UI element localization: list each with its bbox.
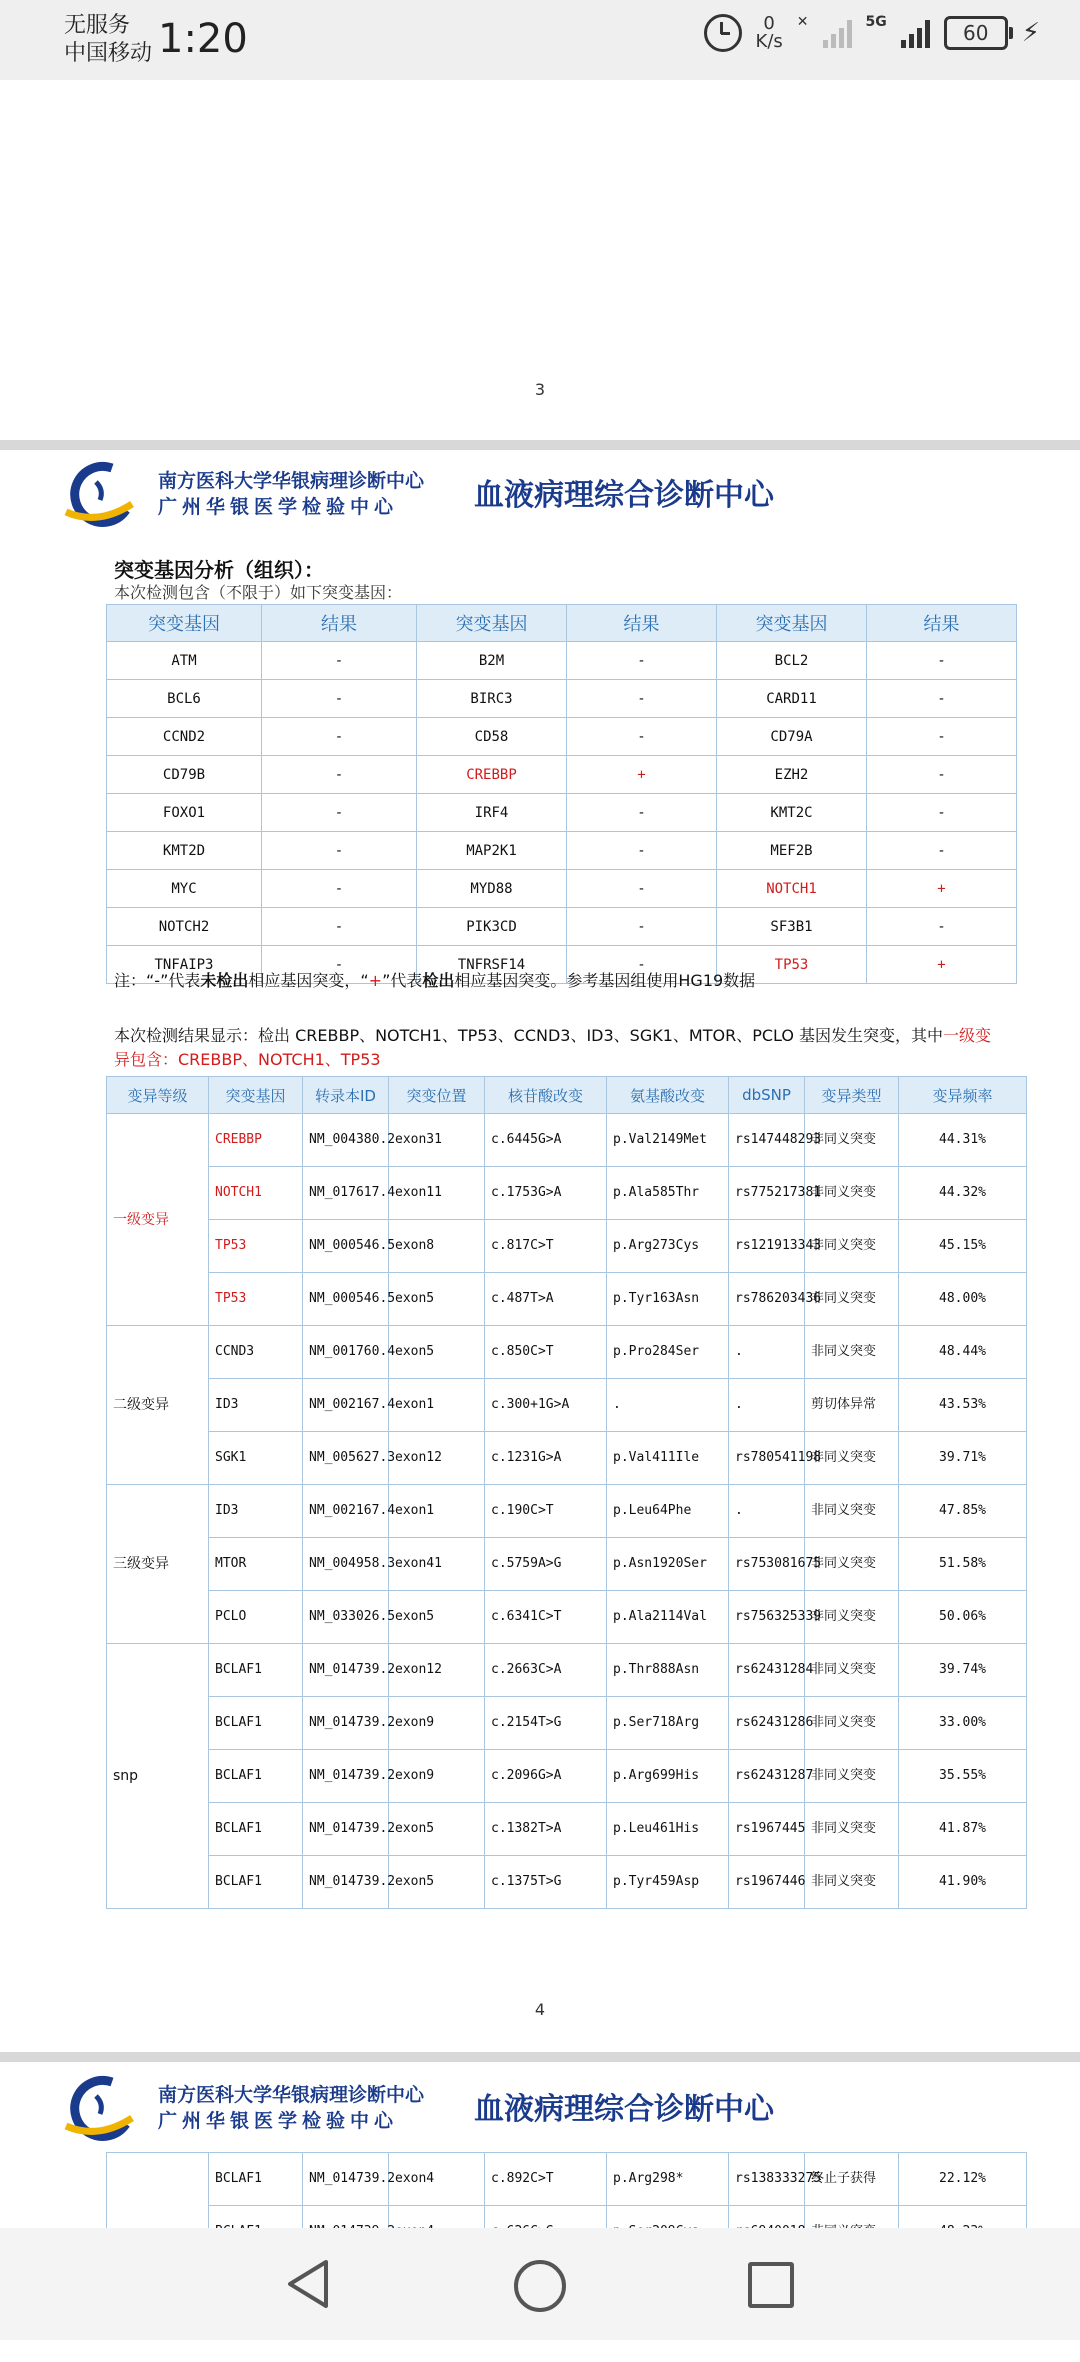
variant-type-cell: 终止子获得 xyxy=(805,2153,899,2206)
variant-tx-cell: NM_014739.2 xyxy=(303,1697,389,1750)
variant-prot-cell: p.Ala2114Val xyxy=(607,1591,729,1644)
variant-prot-cell: p.Ala585Thr xyxy=(607,1167,729,1220)
variant-exon-cell: exon31 xyxy=(389,1114,485,1167)
variant-freq-cell: 41.87% xyxy=(899,1803,1027,1856)
gene-result-cell: - xyxy=(567,794,717,832)
variant-level-cell: 二级变异 xyxy=(107,1326,209,1485)
variant-cdna-cell: c.892C>T xyxy=(485,2153,607,2206)
variant-snp-cell: rs786203436 xyxy=(729,1273,805,1326)
table-row xyxy=(107,832,1017,870)
gene-result-cell: - xyxy=(262,680,417,718)
variant-gene-cell: TP53 xyxy=(209,1220,303,1273)
variant-cdna-cell: c.2096G>A xyxy=(485,1750,607,1803)
variant-type-cell: 非同义突变 xyxy=(805,1697,899,1750)
report-header xyxy=(60,460,860,530)
gene-name-cell: NOTCH1 xyxy=(717,870,867,908)
speed-unit: K/s xyxy=(755,31,783,52)
variant-level-cell: 一级变异 xyxy=(107,1114,209,1326)
table-row xyxy=(107,1697,1027,1750)
variant-table-header: 变异等级 xyxy=(107,1077,209,1114)
variant-gene-cell: TP53 xyxy=(209,1273,303,1326)
variant-freq-cell: 51.58% xyxy=(899,1538,1027,1591)
gene-name-cell: SF3B1 xyxy=(717,908,867,946)
gene-name-cell: ATM xyxy=(107,642,262,680)
variant-cdna-cell: c.487T>A xyxy=(485,1273,607,1326)
gene-result-cell: - xyxy=(262,870,417,908)
variant-gene-cell: SGK1 xyxy=(209,1432,303,1485)
home-icon[interactable] xyxy=(514,2260,566,2312)
gene-name-cell: CREBBP xyxy=(417,756,567,794)
variant-type-cell: 非同义突变 xyxy=(805,1803,899,1856)
status-icons xyxy=(704,14,1040,52)
variant-cdna-cell: c.300+1G>A xyxy=(485,1379,607,1432)
gene-name-cell: CD79A xyxy=(717,718,867,756)
variant-type-cell: 非同义突变 xyxy=(805,1432,899,1485)
variant-tx-cell: NM_004958.3 xyxy=(303,1538,389,1591)
gene-section-subtitle: 本次检测包含（不限于）如下突变基因： xyxy=(114,583,403,602)
gene-result-cell: - xyxy=(567,718,717,756)
gene-name-cell: KMT2C xyxy=(717,794,867,832)
variant-tx-cell: NM_002167.4 xyxy=(303,1379,389,1432)
gene-name-cell: CCND2 xyxy=(107,718,262,756)
variant-gene-cell: BCLAF1 xyxy=(209,2153,303,2206)
table-row xyxy=(107,756,1017,794)
variant-freq-cell: 48.00% xyxy=(899,1273,1027,1326)
gene-name-cell: EZH2 xyxy=(717,756,867,794)
gene-name-cell: TNFAIP3 xyxy=(107,946,262,984)
gene-name-cell: CD79B xyxy=(107,756,262,794)
variant-freq-cell: 50.06% xyxy=(899,1591,1027,1644)
variant-snp-cell: rs1967446 xyxy=(729,1856,805,1909)
summary-text: 本次检测结果显示：检出 CREBBP、NOTCH1、TP53、CCND3、ID3、SGK1、MTOR、PCLO 基因发生突变，其中 xyxy=(114,1026,944,1045)
gene-result-cell: + xyxy=(567,756,717,794)
gene-table-header: 结果 xyxy=(262,605,417,642)
variant-exon-cell: exon8 xyxy=(389,1220,485,1273)
variant-prot-cell: p.Ser718Arg xyxy=(607,1697,729,1750)
variant-exon-cell: exon12 xyxy=(389,1432,485,1485)
variant-exon-cell: exon5 xyxy=(389,1803,485,1856)
variant-cdna-cell: c.850C>T xyxy=(485,1326,607,1379)
variant-snp-cell: . xyxy=(729,1485,805,1538)
variant-prot-cell: p.Tyr459Asp xyxy=(607,1856,729,1909)
variant-exon-cell: exon9 xyxy=(389,1697,485,1750)
gene-result-cell: - xyxy=(262,642,417,680)
variant-table xyxy=(106,1076,1027,1909)
variant-freq-cell: 44.31% xyxy=(899,1114,1027,1167)
variant-gene-cell: BCLAF1 xyxy=(209,1697,303,1750)
variant-exon-cell: exon9 xyxy=(389,1750,485,1803)
center-title: 血液病理综合诊断中心 xyxy=(474,478,774,513)
variant-table-header: 氨基酸改变 xyxy=(607,1077,729,1114)
table-row xyxy=(107,1167,1027,1220)
variant-snp-cell: rs780541198 xyxy=(729,1432,805,1485)
variant-snp-cell: . xyxy=(729,1326,805,1379)
gene-name-cell: MEF2B xyxy=(717,832,867,870)
gene-result-cell: + xyxy=(867,946,1017,984)
variant-freq-cell: 33.00% xyxy=(899,1697,1027,1750)
variant-table-header: 突变位置 xyxy=(389,1077,485,1114)
table-row xyxy=(107,680,1017,718)
note-negative: 未检出 xyxy=(200,971,249,990)
gene-name-cell: CARD11 xyxy=(717,680,867,718)
institution-name-2: 广州华银医学检验中心 xyxy=(158,496,399,518)
variant-cdna-cell: c.6341C>T xyxy=(485,1591,607,1644)
network-speed xyxy=(756,15,783,51)
gene-result-cell: - xyxy=(567,680,717,718)
gene-name-cell: TP53 xyxy=(717,946,867,984)
battery-icon: 60 xyxy=(944,16,1008,50)
variant-freq-cell: 48.44% xyxy=(899,1326,1027,1379)
variant-prot-cell: p.Arg298* xyxy=(607,2153,729,2206)
note-plus: + xyxy=(368,971,383,990)
variant-freq-cell: 45.15% xyxy=(899,1220,1027,1273)
table-row xyxy=(107,1485,1027,1538)
page-3 xyxy=(0,80,1080,440)
alarm-icon xyxy=(704,14,742,52)
variant-snp-cell: rs138333275 xyxy=(729,2153,805,2206)
page-number-4: 4 xyxy=(534,2000,546,2019)
variant-gene-cell: CREBBP xyxy=(209,1114,303,1167)
variant-freq-cell: 39.71% xyxy=(899,1432,1027,1485)
variant-freq-cell: 47.85% xyxy=(899,1485,1027,1538)
variant-prot-cell: . xyxy=(607,1379,729,1432)
variant-cdna-cell: c.6445G>A xyxy=(485,1114,607,1167)
variant-type-cell: 非同义突变 xyxy=(805,1273,899,1326)
variant-cdna-cell: c.5759A>G xyxy=(485,1538,607,1591)
gene-name-cell: MAP2K1 xyxy=(417,832,567,870)
variant-gene-cell: NOTCH1 xyxy=(209,1167,303,1220)
gene-name-cell: BIRC3 xyxy=(417,680,567,718)
variant-type-cell: 非同义突变 xyxy=(805,1591,899,1644)
institution-name-1: 南方医科大学华银病理诊断中心 xyxy=(158,2084,425,2106)
gene-name-cell: TNFRSF14 xyxy=(417,946,567,984)
variant-prot-cell: p.Arg273Cys xyxy=(607,1220,729,1273)
variant-tx-cell: NM_014739.2 xyxy=(303,1750,389,1803)
gene-result-cell: - xyxy=(867,908,1017,946)
hospital-logo-icon xyxy=(60,2074,138,2144)
table-row xyxy=(107,1220,1027,1273)
variant-exon-cell: exon5 xyxy=(389,1856,485,1909)
variant-snp-cell: rs753081675 xyxy=(729,1538,805,1591)
variant-snp-cell: rs62431286 xyxy=(729,1697,805,1750)
gene-name-cell: B2M xyxy=(417,642,567,680)
variant-freq-cell: 22.12% xyxy=(899,2153,1027,2206)
document-viewer[interactable] xyxy=(0,80,1080,2228)
variant-prot-cell: p.Tyr163Asn xyxy=(607,1273,729,1326)
variant-prot-cell: p.Thr888Asn xyxy=(607,1644,729,1697)
gene-result-cell: - xyxy=(262,832,417,870)
variant-gene-cell: ID3 xyxy=(209,1379,303,1432)
variant-snp-cell: rs775217381 xyxy=(729,1167,805,1220)
variant-prot-cell: p.Asn1920Ser xyxy=(607,1538,729,1591)
variant-cdna-cell: c.2663C>A xyxy=(485,1644,607,1697)
gene-result-cell: - xyxy=(867,642,1017,680)
variant-cdna-cell: c.1231G>A xyxy=(485,1432,607,1485)
table-row xyxy=(107,1803,1027,1856)
back-icon[interactable] xyxy=(284,2258,332,2310)
signal-icon xyxy=(823,18,852,48)
table-row xyxy=(107,2153,1027,2206)
gene-result-cell: - xyxy=(262,756,417,794)
variant-gene-cell: MTOR xyxy=(209,1538,303,1591)
table-row xyxy=(107,642,1017,680)
table-row xyxy=(107,718,1017,756)
speed-value: 0 xyxy=(763,13,775,34)
variant-freq-cell: 35.55% xyxy=(899,1750,1027,1803)
gene-result-cell: - xyxy=(867,718,1017,756)
variant-tx-cell: NM_014739.2 xyxy=(303,1856,389,1909)
gene-result-cell: + xyxy=(867,870,1017,908)
variant-table-header: 变异频率 xyxy=(899,1077,1027,1114)
variant-cdna-cell: c.190C>T xyxy=(485,1485,607,1538)
gene-name-cell: NOTCH2 xyxy=(107,908,262,946)
note-suffix: 相应基因突变。参考基因组使用HG19数据 xyxy=(454,971,756,990)
variant-level-cell: snp xyxy=(107,1644,209,1909)
variant-cdna-cell: c.1375T>G xyxy=(485,1856,607,1909)
carrier-info xyxy=(64,12,152,68)
variant-snp-cell: rs756325339 xyxy=(729,1591,805,1644)
variant-type-cell: 非同义突变 xyxy=(805,1538,899,1591)
table-row xyxy=(107,794,1017,832)
carrier-line-2: 中国移动 xyxy=(64,41,153,66)
variant-type-cell: 非同义突变 xyxy=(805,1644,899,1697)
gene-name-cell: BCL2 xyxy=(717,642,867,680)
variant-type-cell: 剪切体异常 xyxy=(805,1379,899,1432)
hospital-logo-icon xyxy=(60,460,138,530)
status-bar xyxy=(0,0,1080,80)
table-row xyxy=(107,908,1017,946)
variant-freq-cell: 43.53% xyxy=(899,1379,1027,1432)
gene-result-cell: - xyxy=(867,794,1017,832)
gene-table-header: 结果 xyxy=(867,605,1017,642)
table-row xyxy=(107,1538,1027,1591)
variant-cdna-cell: c.817C>T xyxy=(485,1220,607,1273)
summary-level1: 一级变异包含：CREBBP、NOTCH1、TP53 xyxy=(114,1026,992,1069)
gene-result-cell: - xyxy=(867,680,1017,718)
gene-result-cell: - xyxy=(867,756,1017,794)
variant-gene-cell: BCLAF1 xyxy=(209,1856,303,1909)
center-title: 血液病理综合诊断中心 xyxy=(474,2092,774,2127)
gene-name-cell: MYD88 xyxy=(417,870,567,908)
page-number-3: 3 xyxy=(534,380,546,399)
table-row xyxy=(107,1326,1027,1379)
variant-tx-cell: NM_017617.4 xyxy=(303,1167,389,1220)
gene-name-cell: BCL6 xyxy=(107,680,262,718)
variant-tx-cell: NM_002167.4 xyxy=(303,1485,389,1538)
gene-table xyxy=(106,604,1017,984)
variant-exon-cell: exon1 xyxy=(389,1485,485,1538)
table-row xyxy=(107,1273,1027,1326)
variant-prot-cell: p.Val2149Met xyxy=(607,1114,729,1167)
table-row xyxy=(107,1379,1027,1432)
charging-icon: ⚡ xyxy=(1021,18,1040,48)
variant-table-header: 变异类型 xyxy=(805,1077,899,1114)
variant-type-cell: 非同义突变 xyxy=(805,1856,899,1909)
gene-name-cell: PIK3CD xyxy=(417,908,567,946)
clock: 1:20 xyxy=(158,16,248,62)
variant-gene-cell: BCLAF1 xyxy=(209,1750,303,1803)
variant-exon-cell: exon5 xyxy=(389,1591,485,1644)
gene-table-header: 结果 xyxy=(567,605,717,642)
table-row xyxy=(107,870,1017,908)
variant-tx-cell: NM_000546.5 xyxy=(303,1273,389,1326)
variant-gene-cell: CCND3 xyxy=(209,1326,303,1379)
note-mid2: ”代表 xyxy=(382,971,423,990)
variant-table-header: 突变基因 xyxy=(209,1077,303,1114)
gene-result-cell: - xyxy=(262,946,417,984)
note-mid: 相应基因突变，“ xyxy=(248,971,369,990)
variant-exon-cell: exon5 xyxy=(389,1273,485,1326)
variant-prot-cell: p.Leu64Phe xyxy=(607,1485,729,1538)
gene-table-header: 突变基因 xyxy=(107,605,262,642)
variant-exon-cell: exon41 xyxy=(389,1538,485,1591)
gene-result-cell: - xyxy=(567,946,717,984)
variant-table-header: dbSNP xyxy=(729,1077,805,1114)
variant-tx-cell: NM_000546.5 xyxy=(303,1220,389,1273)
carrier-line-1: 无服务 xyxy=(64,13,131,38)
variant-exon-cell: exon12 xyxy=(389,1644,485,1697)
variant-prot-cell: p.Pro284Ser xyxy=(607,1326,729,1379)
gene-name-cell: KMT2D xyxy=(107,832,262,870)
gene-result-cell: - xyxy=(567,908,717,946)
variant-type-cell: 非同义突变 xyxy=(805,1167,899,1220)
variant-cdna-cell: c.1753G>A xyxy=(485,1167,607,1220)
institution-name-1: 南方医科大学华银病理诊断中心 xyxy=(158,470,425,492)
table-row xyxy=(107,1644,1027,1697)
variant-type-cell: 非同义突变 xyxy=(805,1220,899,1273)
variant-tx-cell: NM_001760.4 xyxy=(303,1326,389,1379)
gene-table-header: 突变基因 xyxy=(417,605,567,642)
note-positive: 检出 xyxy=(422,971,455,990)
variant-type-cell: 非同义突变 xyxy=(805,1485,899,1538)
variant-tx-cell: NM_014739.2 xyxy=(303,1803,389,1856)
variant-freq-cell: 44.32% xyxy=(899,1167,1027,1220)
gene-name-cell: CD58 xyxy=(417,718,567,756)
variant-gene-cell: PCLO xyxy=(209,1591,303,1644)
gene-result-cell: - xyxy=(567,870,717,908)
legend-note xyxy=(114,968,755,991)
variant-exon-cell: exon1 xyxy=(389,1379,485,1432)
variant-gene-cell: BCLAF1 xyxy=(209,1644,303,1697)
note-prefix: 注：“-”代表 xyxy=(114,971,201,990)
signal-5g-label: 5G xyxy=(865,14,887,30)
variant-tx-cell: NM_014739.2 xyxy=(303,2153,389,2206)
variant-prot-cell: p.Arg699His xyxy=(607,1750,729,1803)
variant-type-cell: 非同义突变 xyxy=(805,1750,899,1803)
variant-snp-cell: rs121913343 xyxy=(729,1220,805,1273)
page-4 xyxy=(0,450,1080,2052)
gene-result-cell: - xyxy=(567,832,717,870)
no-service-icon: ✕ xyxy=(796,14,809,30)
variant-tx-cell: NM_014739.2 xyxy=(303,1644,389,1697)
variant-snp-cell: rs62431284 xyxy=(729,1644,805,1697)
variant-gene-cell: BCLAF1 xyxy=(209,1803,303,1856)
gene-result-cell: - xyxy=(567,642,717,680)
variant-level-cell: 三级变异 xyxy=(107,1485,209,1644)
recent-apps-icon[interactable] xyxy=(748,2262,794,2308)
gene-name-cell: FOXO1 xyxy=(107,794,262,832)
variant-tx-cell: NM_033026.5 xyxy=(303,1591,389,1644)
table-row xyxy=(107,1750,1027,1803)
variant-type-cell: 非同义突变 xyxy=(805,1114,899,1167)
table-row xyxy=(107,1432,1027,1485)
variant-snp-cell: . xyxy=(729,1379,805,1432)
variant-exon-cell: exon4 xyxy=(389,2153,485,2206)
report-header-2 xyxy=(60,2074,860,2144)
result-summary xyxy=(114,1024,1004,1072)
table-row xyxy=(107,1114,1027,1167)
gene-result-cell: - xyxy=(262,794,417,832)
gene-result-cell: - xyxy=(867,832,1017,870)
gene-result-cell: - xyxy=(262,718,417,756)
variant-snp-cell: rs62431287 xyxy=(729,1750,805,1803)
variant-table-header: 核苷酸改变 xyxy=(485,1077,607,1114)
navigation-bar xyxy=(0,2228,1080,2340)
institution-name-2: 广州华银医学检验中心 xyxy=(158,2110,399,2132)
variant-type-cell: 非同义突变 xyxy=(805,1326,899,1379)
variant-cdna-cell: c.1382T>A xyxy=(485,1803,607,1856)
variant-table-header: 转录本ID xyxy=(303,1077,389,1114)
variant-freq-cell: 41.90% xyxy=(899,1856,1027,1909)
variant-freq-cell: 39.74% xyxy=(899,1644,1027,1697)
variant-tx-cell: NM_004380.2 xyxy=(303,1114,389,1167)
variant-exon-cell: exon5 xyxy=(389,1326,485,1379)
gene-section-title: 突变基因分析（组织）： xyxy=(114,558,324,582)
table-row xyxy=(107,1591,1027,1644)
variant-tx-cell: NM_005627.3 xyxy=(303,1432,389,1485)
variant-gene-cell: ID3 xyxy=(209,1485,303,1538)
signal-5g-icon xyxy=(901,18,930,48)
variant-snp-cell: rs147448293 xyxy=(729,1114,805,1167)
variant-snp-cell: rs1967445 xyxy=(729,1803,805,1856)
variant-cdna-cell: c.2154T>G xyxy=(485,1697,607,1750)
gene-name-cell: IRF4 xyxy=(417,794,567,832)
gene-name-cell: MYC xyxy=(107,870,262,908)
table-row xyxy=(107,1856,1027,1909)
gene-result-cell: - xyxy=(262,908,417,946)
gene-table-header: 突变基因 xyxy=(717,605,867,642)
variant-prot-cell: p.Leu461His xyxy=(607,1803,729,1856)
variant-prot-cell: p.Val411Ile xyxy=(607,1432,729,1485)
variant-exon-cell: exon11 xyxy=(389,1167,485,1220)
